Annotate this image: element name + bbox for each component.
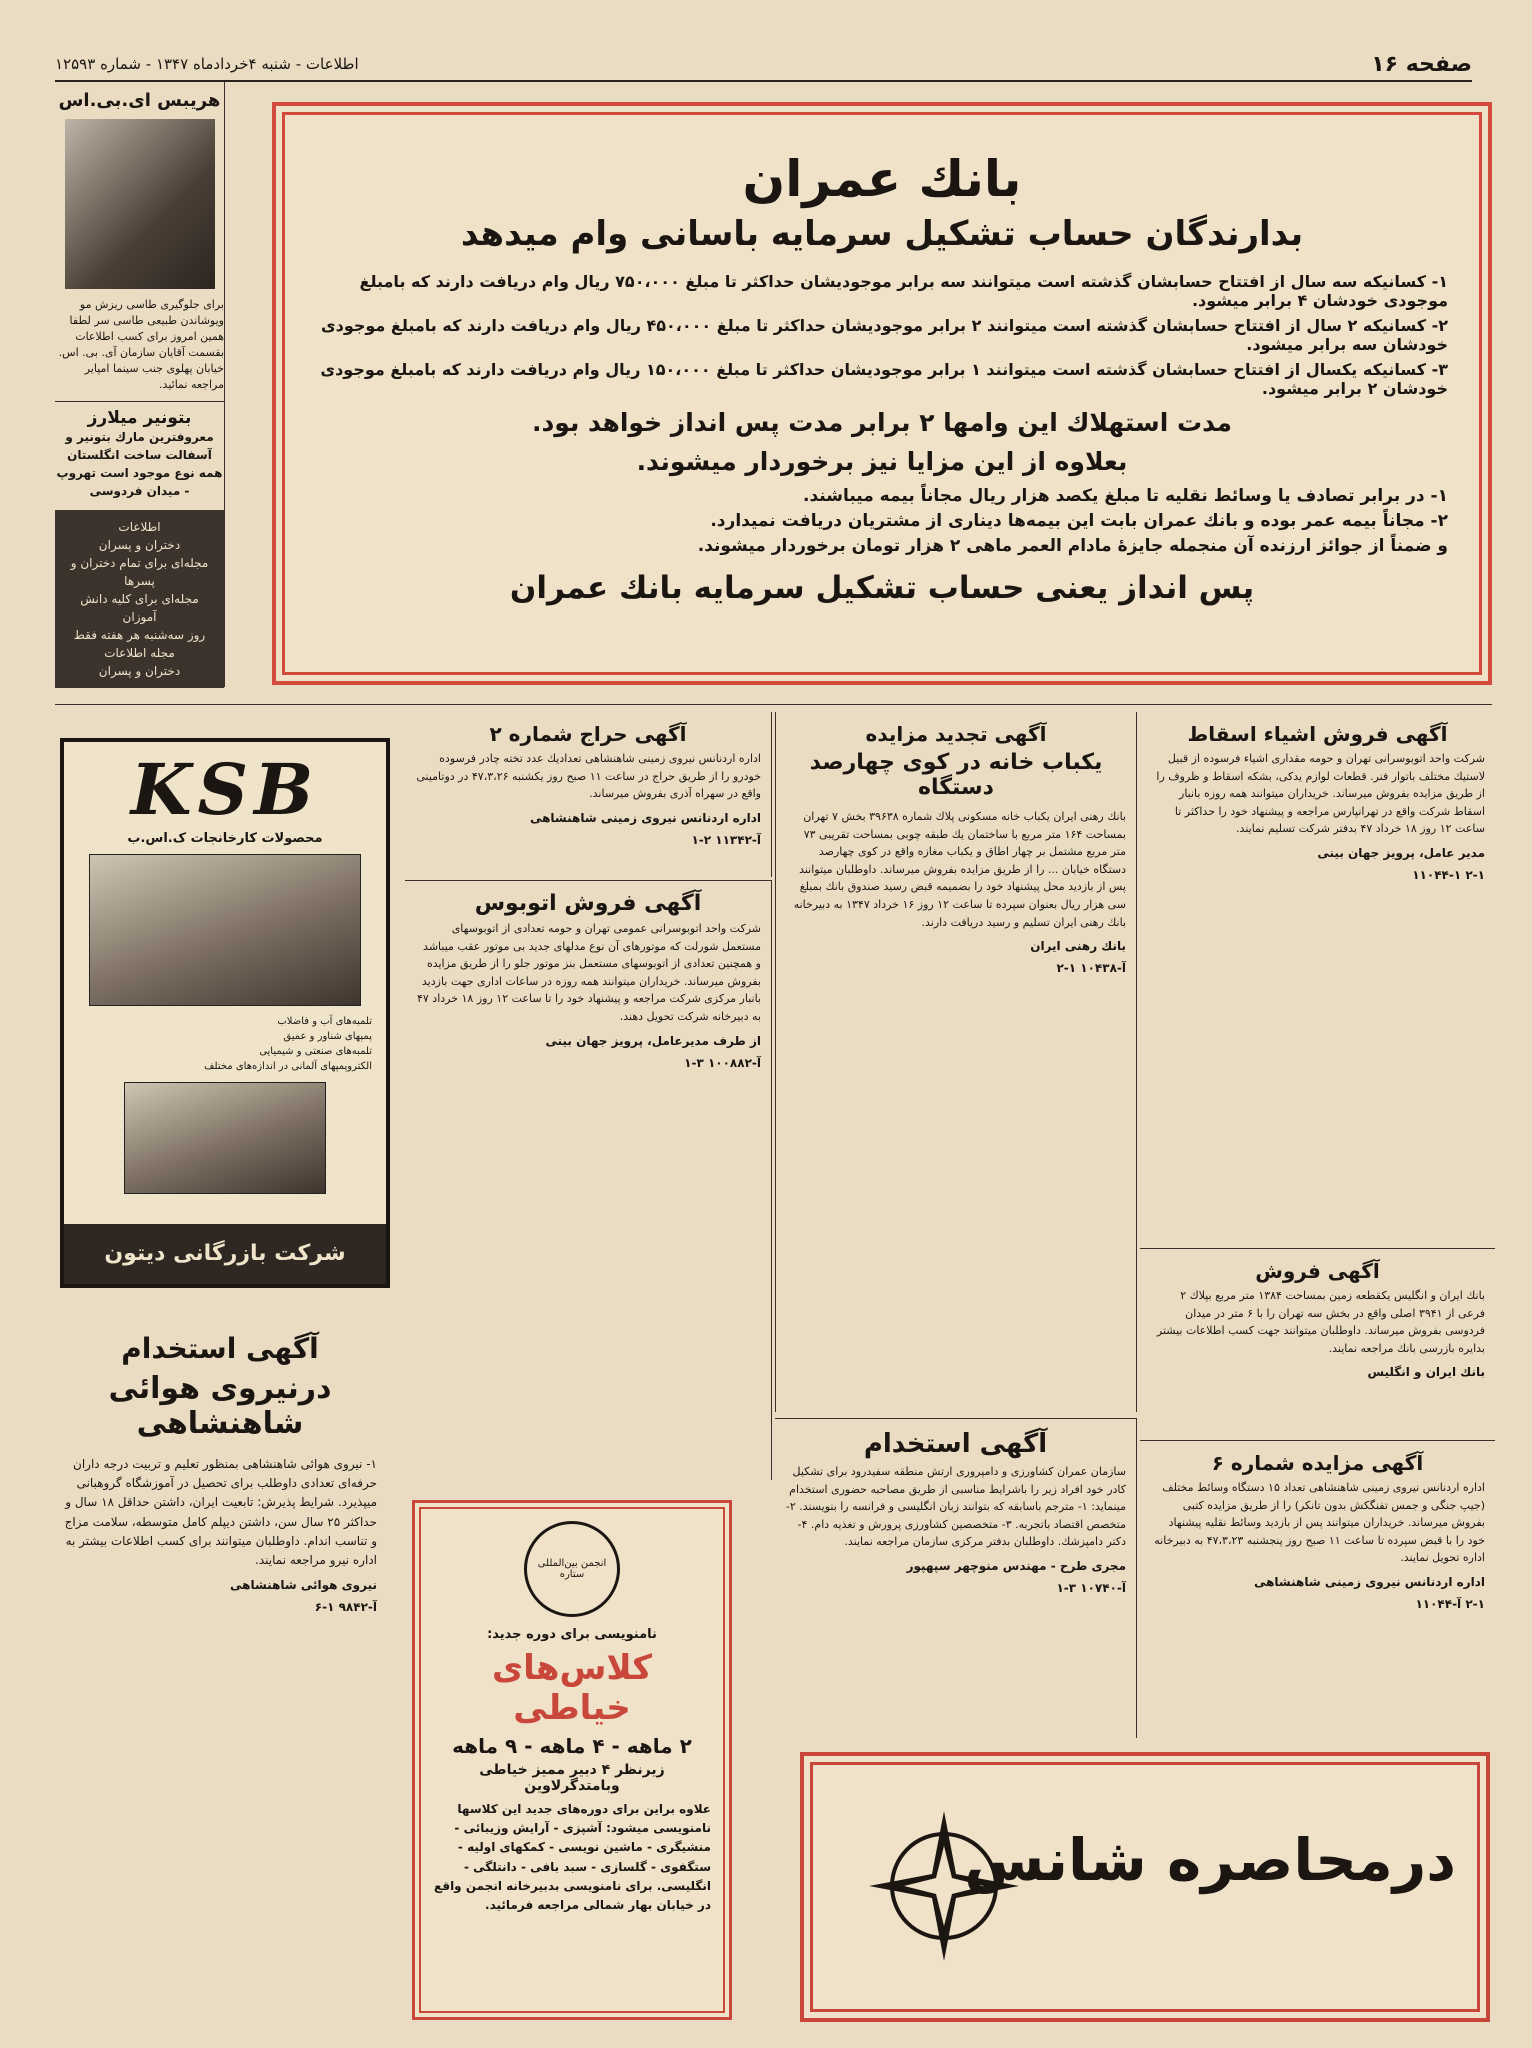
- ksb-product-list: [64, 1014, 386, 1074]
- ksb-item: تلمبه‌های آب و فاضلاب: [277, 1016, 372, 1027]
- notice-body: اداره اردنانس نیروی زمینی شاهنشاهی تعداد ۱۵ دستگاه وسائط مختلف (جیپ جنگی و جمس تفنگکش بدون تانکر) را از طریق مزایده کتبی بفروش میرساند. خریداران میتوانند پس از بازدید وسائط نقلیه پیشنهاد خود را با قبض سپرده تا ساعت ۱۱ صبح روز پنجشنبه ۴۷،۳،۲۳ به دبیرخانه اداره تحویل نمایند.: [1154, 1481, 1485, 1565]
- sewing-body: علاوه براین برای دوره‌های جدید این کلاسها نامنویسی میشود: آشپزی - آرایش وزیبائی - منشیگری - ماشین نویسی - کمکهای اولیه - ستگفوی - گلسازی - سبد بافی - دانتلگی - انگلیسی. برای نامنویسی بدبیرخانه انجمن واقع در خیابان بهار شمالی مراجعه فرمائید.: [434, 1802, 711, 1912]
- notice-body: بانك ایران و انگلیس یکقطعه زمین بمساحت ۱۳۸۴ متر مربع بپلاك ۲ فرعی از ۳۹۴۱ اصلی واقع در بخش سه تهران را با ۶ متر در میدان فردوسی بفروش میرساند. داوطلبان میتوانند جهت کسب اطلاعات بیشتر بدایره بازرسی بانك مراجعه نمایند.: [1156, 1289, 1485, 1355]
- ksb-item: پمپهای شناور و عمیق: [283, 1031, 372, 1042]
- luck-siege-ad: [800, 1752, 1490, 2022]
- notice-signer: از طرف مدیرعامل، پرویز جهان بینی: [545, 1033, 761, 1048]
- notice-signer: بانك ایران و انگلیس: [1367, 1365, 1485, 1380]
- bank-omran-ad: [272, 102, 1492, 685]
- air-force-signer: نیروی هوائی شاهنشاهی: [230, 1578, 377, 1593]
- ksb-item: الکتروپمپهای آلمانی در اندازه‌های مختلف: [204, 1061, 372, 1072]
- page-number: صفحه ۱۶: [1371, 51, 1472, 77]
- bank-line: ۳- کسانیکه یکسال از افتتاح حسابشان گذشته است میتوانند ۱ برابر موجودیشان حداکثر تا مبلغ ۱۵۰،۰۰۰ ریال وام دریافت دارند که بامبلغ موجودی خودشان ۲ برابر میشود.: [320, 360, 1448, 398]
- ksb-company: شرکت بازرگانی دیتون: [64, 1224, 386, 1284]
- notice-body: سازمان عمران کشاورزی و دامپروری ارتش منطقه سفیدرود برای تشکیل کادر خود افراد زیر را باشرایط مناسبی از طریق مصاحبه حضوری استخدام مینماید: ۱- مترجم باسابقه که بتوانند زبان انگلیسی و فرانسه را بنویسند. ۲- متخصص اقتصاد باتجربه. ۳- متخصصین کشاورزی پرورش و تغذیه دام. ۴- دکتر دامپزشك. داوطلبان بدفتر مرکزی سازمان مراجعه نمایند.: [785, 1465, 1126, 1549]
- scrap-sale-notice: [1140, 712, 1495, 1242]
- air-force-code: آ-۹۸۴۲ ۱-۶: [314, 1600, 377, 1615]
- notice-title: آگهی فروش اتوبوس: [474, 891, 702, 916]
- ksb-logo: KSB: [130, 748, 320, 831]
- bank-title: بانك عمران: [742, 150, 1022, 208]
- pump-machine-image: [89, 854, 361, 1006]
- box-line: دختران و پسران: [98, 663, 181, 678]
- hair-ad-text: برای جلوگیری طاسی ریزش مو ویوشاندن طبیعی طاسی سر لطفا همین امروز برای کسب اطلاعات بقسمت آقایان سازمان آی. بی. اس. خیابان پهلوی جنب سینما امپایر مراجعه نمائید.: [58, 298, 224, 391]
- notice-body: بانك رهنی ایران یکباب خانه مسکونی پلاك شماره ۳۹۶۳۸ بخش ۷ تهران بمساحت ۱۶۴ متر مربع با ساختمان یك طبقه چوبی بمساحت تقریبی ۷۳ متر مربع مشتمل بر چهار اطاق و یکباب مغازه واقع در کوی چهارصد دستگاه خیابان ... را از طریق مزایده بفروش میرساند. داوطلبان میتوانند پس از بازدید محل پیشنهاد خود را بضمیمه قبض رسید صندوق بانك بمبلغ سی هزار ریال بعنوان سپرده تا ساعت ۱۲ روز ۱۶ خرداد ۱۳۴۷ به دبیرخانه بانك رهنی ایران تسلیم و رسید دریافت دارند.: [793, 810, 1126, 929]
- notice-title: آگهی حراج شماره ۲: [489, 722, 687, 746]
- notice-subtitle: یکباب خانه در کوی چهارصد دستگاه: [809, 750, 1103, 800]
- notice-signer: مجری طرح - مهندس منوچهر سپهپور: [906, 1558, 1126, 1573]
- bank-benefits-title: بعلاوه از این مزایا نیز برخوردار میشوند.: [636, 447, 1128, 476]
- left-column: [55, 82, 225, 687]
- bank-repay: مدت استهلاك این وامها ۲ برابر مدت پس انداز خواهد بود.: [531, 408, 1233, 437]
- notice-title: آگهی تجدید مزایده: [865, 722, 1047, 746]
- sewing-title: کلاس‌های خیاطی: [491, 1648, 652, 1728]
- concrete-ad-title: بتونیر میلارز: [87, 407, 192, 428]
- air-force-title: آگهی استخدام: [121, 1332, 319, 1365]
- notice-body: اداره اردنانس نیروی زمینی شاهنشاهی تعدادیك عدد تخته چادر فرسوده خودرو را از طریق حراج در ساعت ۱۱ صبح روز یکشنبه ۴۷،۳،۲۶ در دوتامینی واقع در سهراه آذری بفروش میرساند.: [416, 752, 761, 801]
- bank-benefit: ۲- مجاناً بیمه عمر بوده و بانك عمران بابت این بیمه‌ها دیناری از مشتریان دریافت نمیدارد.: [710, 511, 1448, 531]
- notice-body: شرکت واحد اتوبوسرانی تهران و حومه مقداری اشیاء فرسوده از قبیل لاستیك مختلف باتوار فنر. قطعات لوازم یدکی، بشکه اسقاط و ظروف را از طریق مزایده بفروش میرساند. خریداران میتوانند همه روزه بانبار اسقاط شرکت واقع در تهرانپارس مراجعه و پیشنهاد خود را حداکثر تا ساعت ۱۲ روز ۱۸ خرداد ۴۷ بدفتر شرکت تسلیم نمایند.: [1156, 752, 1485, 836]
- ksb-subtitle: محصولات کارخانجات ک.اس.ب: [127, 831, 323, 846]
- portrait-photo: [65, 119, 215, 289]
- magazine-box: [55, 510, 224, 688]
- sewing-intro: نامنویسی برای دوره جدید:: [487, 1627, 657, 1642]
- notice-signer: اداره اردنانس نیروی زمینی شاهنشاهی: [529, 810, 761, 825]
- notice-code: آ-۱۱۳۴۲ ۲-۱: [691, 832, 761, 847]
- notice-code: آ-۱۰۷۴۰ ۳-۱: [1056, 1580, 1126, 1595]
- ksb-item: تلمبه‌های صنعتی و شیمیایی: [259, 1046, 372, 1057]
- box-line: مجله‌ای برای تمام دختران و پسرها: [70, 555, 209, 588]
- bank-closing: پس انداز یعنی حساب تشکیل سرمایه بانك عمران: [509, 570, 1255, 606]
- box-line: اطلاعات: [118, 519, 161, 534]
- sewing-class-ad: [412, 1500, 732, 2020]
- page-header: [55, 48, 1472, 82]
- bank-line: ۱- کسانیکه سه سال از افتتاح حسابشان گذشته است میتوانند سه برابر موجودیشان حداکثر تا مبلغ ۷۵۰،۰۰۰ ریال وام دریافت دارند که بامبلغ موجودی خودشان ۴ برابر میشود.: [359, 272, 1448, 310]
- auction2-notice: [405, 712, 772, 877]
- notice-title: آگهی استخدام: [863, 1429, 1048, 1459]
- bank-line: ۲- کسانیکه ۲ سال از افتتاح حسابشان گذشته است میتوانند ۲ برابر موجودیشان حداکثر تا مبلغ ۴۵۰،۰۰۰ ریال وام دریافت دارند که بامبلغ موجودی خودشان سه برابر میشود.: [320, 316, 1448, 354]
- notice-signer: بانك رهنی ایران: [1030, 939, 1126, 954]
- hair-ad-title: هریبس ای.بی.اس: [58, 90, 221, 111]
- notice-body: شرکت واحد اتوبوسرانی عمومی تهران و حومه تعدادی از اتوبوسهای مستعمل شورلت که موتورهای آن نوع مدلهای جدید بی موتور عقب میباشد و همچنین تعدادی از اتوبوسهای مستعمل بنز موتور جلو را از طریق مزایده بفروش میرساند. خریداران میتوانند همه روزه در ساعات اداری جهت بازدید بانبار مرکزی شرکت مراجعه و پیشنهاد خود را تا ساعت ۱۲ روز ۱۸ خرداد ۴۷ به دبیرخانه شرکت تحویل دهند.: [416, 922, 761, 1023]
- hiring-notice: [775, 1418, 1137, 1738]
- auction6-notice: [1140, 1440, 1495, 1740]
- bank-benefit: و ضمناً از جوائز ارزنده آن منجمله جایزهٔ مادام العمر ماهی ۲ هزار تومان برخوردار میشوند.: [697, 536, 1448, 556]
- notice-code: آ-۱۰۰۸۸۲ ۳-۱: [684, 1055, 761, 1070]
- notice-signer: مدیر عامل، پرویز جهان بینی: [1317, 845, 1485, 860]
- box-line: مجله‌ای برای کلیه دانش آموزان: [80, 591, 199, 624]
- air-force-hiring: [55, 1318, 385, 2038]
- concrete-ad-text: معروفترین مارك بتونیر و آسفالت ساخت انگلستان همه نوع موجود است تهروپ - میدان فردوسی: [56, 429, 223, 498]
- issue-meta: اطلاعات - شنبه ۴خردادماه ۱۳۴۷ - شماره ۱۲۵۹۳: [55, 55, 359, 73]
- box-line: روز سه‌شنبه هر هفته فقط: [73, 627, 206, 642]
- notice-code: آ-۱۰۴۳۸ ۱-۲: [1056, 961, 1126, 976]
- box-line: مجله اطلاعات: [104, 645, 175, 660]
- sewing-durations: ۲ ماهه - ۴ ماهه - ۹ ماهه: [452, 1734, 692, 1758]
- notice-signer: اداره اردنانس نیروی زمینی شاهنشاهی: [1253, 1574, 1485, 1589]
- land-sale-notice: [1140, 1248, 1495, 1438]
- notice-title: آگهی مزایده شماره ۶: [1211, 1451, 1424, 1475]
- ksb-ad: [60, 738, 390, 1288]
- association-seal: انجمن بین‌المللی ستاره: [524, 1521, 620, 1617]
- notice-title: آگهی فروش: [1255, 1259, 1380, 1283]
- notice-code: ۲-۱ آ-۱۱۰۴۴: [1415, 1596, 1485, 1611]
- section-divider: [55, 704, 1492, 705]
- air-force-body: ۱- نیروی هوائی شاهنشاهی بمنظور تعلیم و تربیت درجه داران حرفه‌ای تعدادی داوطلب برای تحصیل در آموزشگاه گروهبانی میپذیرد. شرایط پذیرش: تابعیت ایران، داشتن حداقل ۱۸ سال و حداکثر ۲۵ سال سن، داشتن دیپلم کامل متوسطه، سلامت مزاج و تناسب اندام. داوطلبان میتوانند برای کسب اطلاعات بیشتر به اداره نیرو مراجعه نمایند.: [64, 1457, 377, 1567]
- pump-unit-image: [124, 1082, 326, 1194]
- air-force-subtitle: درنیروی هوائی شاهنشاهی: [108, 1371, 332, 1441]
- bus-sale-notice: [405, 880, 772, 1480]
- box-line: دختران و پسران: [98, 537, 181, 552]
- bank-subtitle: بدارندگان حساب تشکیل سرمایه باسانی وام میدهد: [460, 214, 1304, 254]
- notice-code: ۲-۱ ۱۱۰۴۴-۱: [1412, 867, 1485, 882]
- bank-benefit: ۱- در برابر تصادف یا وسائط نقلیه تا مبلغ یکصد هزار ریال مجاناً بیمه میباشند.: [803, 486, 1448, 506]
- sewing-supervisor: زیرنظر ۴ دبیر ممیز خیاطی وبامتدگرلاوین: [479, 1762, 665, 1794]
- luck-siege-text: درمحاصره شانس: [964, 1826, 1456, 1894]
- rebid-auction-notice: [775, 712, 1137, 1412]
- notice-title: آگهی فروش اشیاء اسقاط: [1187, 722, 1448, 746]
